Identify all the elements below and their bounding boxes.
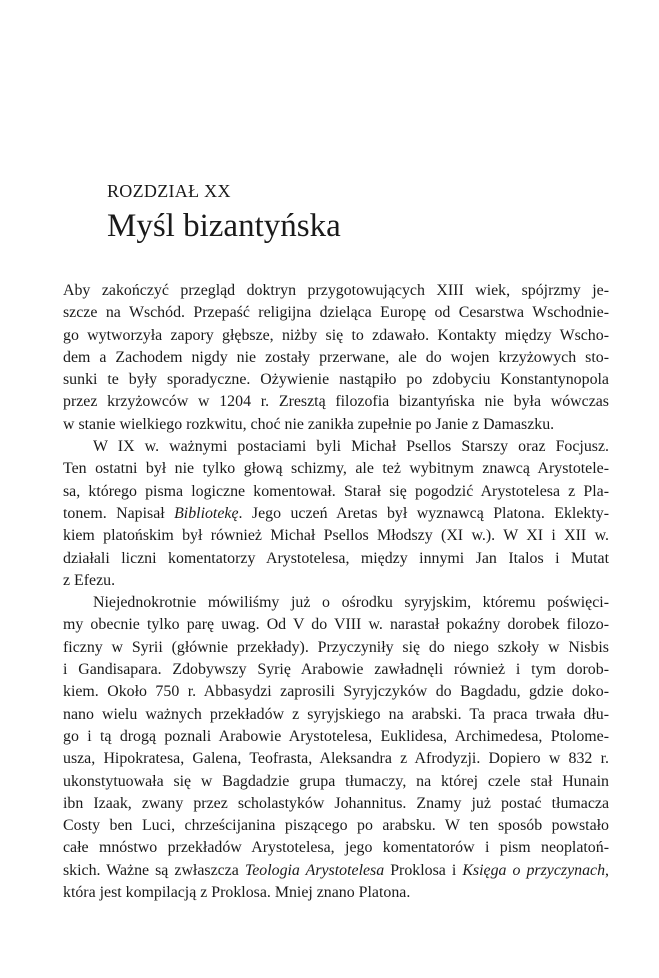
text-line [63,481,609,503]
paragraph [63,280,609,436]
text-run: z Efezu. [63,571,116,589]
text-run: go i tą drogą poznali Arabowie Arystotelesa, Euklidesa, Archimedesa, Ptolome- [63,727,609,745]
text-run: nano wielu ważnych przekładów z syryjskiego na arabski. Ta praca trwała dłu- [63,705,609,723]
text-line [63,592,609,614]
text-run: która jest kompilacją z Proklosa. Mniej znano Platona. [63,884,411,902]
text-line [63,860,609,882]
text-line [63,302,609,324]
text-run: W IX w. ważnymi postaciami byli Michał Psellos Starszy oraz Focjusz. [93,438,609,456]
text-run: szcze na Wschód. Przepaść religijna dzieląca Europę od Cesarstwa Wschodnie- [63,304,609,322]
italic-title: Bibliotekę [174,504,239,522]
text-line [63,726,609,748]
text-run: Aby zakończyć przegląd doktryn przygotowujących XIII wiek, spójrzmy je- [63,282,609,299]
text-line [63,548,609,570]
text-line [63,391,609,413]
text-line [63,436,609,458]
text-line [63,748,609,770]
text-run: ficzny w Syrii (głównie przekłady). Przyczyniły się do niego szkoły w Nisbis [63,638,609,656]
text-run: kiem platońskim był również Michał Psellos Młodszy (XI w.). W XI i XII w. [63,527,609,545]
text-line [63,414,609,436]
text-line [63,704,609,726]
text-run: przez krzyżowców w 1204 r. Zresztą filozofia bizantyńska nie była wówczas [63,393,609,411]
text-line [63,837,609,859]
text-run: Ten ostatni był nie tylko głową schizmy, ale też wybitnym znawcą Arystotele- [63,460,609,478]
chapter-label: ROZDZIAŁ XX [107,181,231,201]
text-line [63,815,609,837]
paragraph [63,436,609,592]
italic-title: Teologia Arystotelesa [244,861,385,879]
text-run: Niejednokrotnie mówiliśmy już o ośrodku syryjskim, któremu poświęci- [93,594,609,612]
text-run: my obecnie tylko parę uwag. Od V do VIII w. narastał pokaźny dorobek filozo- [63,616,609,634]
text-run: ukonstytuowała się w Bagdadzie grupa tłumaczy, na której czele stał Hunain [63,772,609,790]
text-run: sunki te były sporadyczne. Ożywienie nastąpiło po zdobyciu Konstantynopola [63,371,609,389]
text-run: i Gandisapara. Zdobywszy Syrię Arabowie zawładnęli również i tym dorob- [63,661,609,679]
chapter-title: Myśl bizantyńska [107,208,341,244]
text-run: działali liczni komentatorzy Arystotelesa, między innymi Jan Italos i Mutat [63,549,609,567]
text-line [63,280,609,302]
text-line [63,347,609,369]
text-line [63,503,609,525]
chapter-body [63,280,609,904]
text-run: tonem. Napisał [63,504,175,522]
text-line [63,325,609,347]
text-run: usza, Hipokratesa, Galena, Teofrasta, Aleksandra z Afrodyzji. Dopiero w 832 r. [63,750,609,768]
text-line [63,882,609,904]
text-line [63,637,609,659]
text-run: całe mnóstwo przekładów Arystotelesa, jego komentatorów i pism neoplatoń- [63,839,609,857]
text-run: Proklosa i [384,861,463,879]
text-line [63,659,609,681]
text-line [63,525,609,547]
text-run: skich. Ważne są zwłaszcza [63,861,245,879]
text-run: go wytworzyła zapory głębsze, niżby się to zdawało. Kontakty między Wscho- [63,326,609,344]
text-line [63,771,609,793]
text-run: w stanie wielkiego rozkwitu, choć nie zanikła zupełnie po Janie z Damaszku. [63,415,555,433]
text-run: Costy ben Luci, chrześcijanina piszącego po arabsku. W ten sposób powstało [63,817,609,835]
text-line [63,570,609,592]
text-run: sa, którego pisma logiczne komentował. Starał się pogodzić Arystotelesa z Pla- [63,482,609,500]
text-run: , [605,861,609,879]
text-run: kiem. Około 750 r. Abbasydzi zaprosili Syryjczyków do Bagdadu, gdzie doko- [63,683,609,701]
text-run: . Jego uczeń Aretas był wyznawcą Platona. Eklekty- [238,504,609,522]
text-line [63,458,609,480]
paragraph [63,592,609,904]
text-line [63,681,609,703]
text-line [63,793,609,815]
text-run: dem a Zachodem nigdy nie zostały przerwane, ale do wojen krzyżowych sto- [63,348,609,366]
text-line [63,614,609,636]
italic-title: Księga o przyczynach [462,861,606,879]
text-line [63,369,609,391]
text-run: ibn Izaak, zwany przez scholastyków Johannitus. Znamy już postać tłumacza [63,794,609,812]
